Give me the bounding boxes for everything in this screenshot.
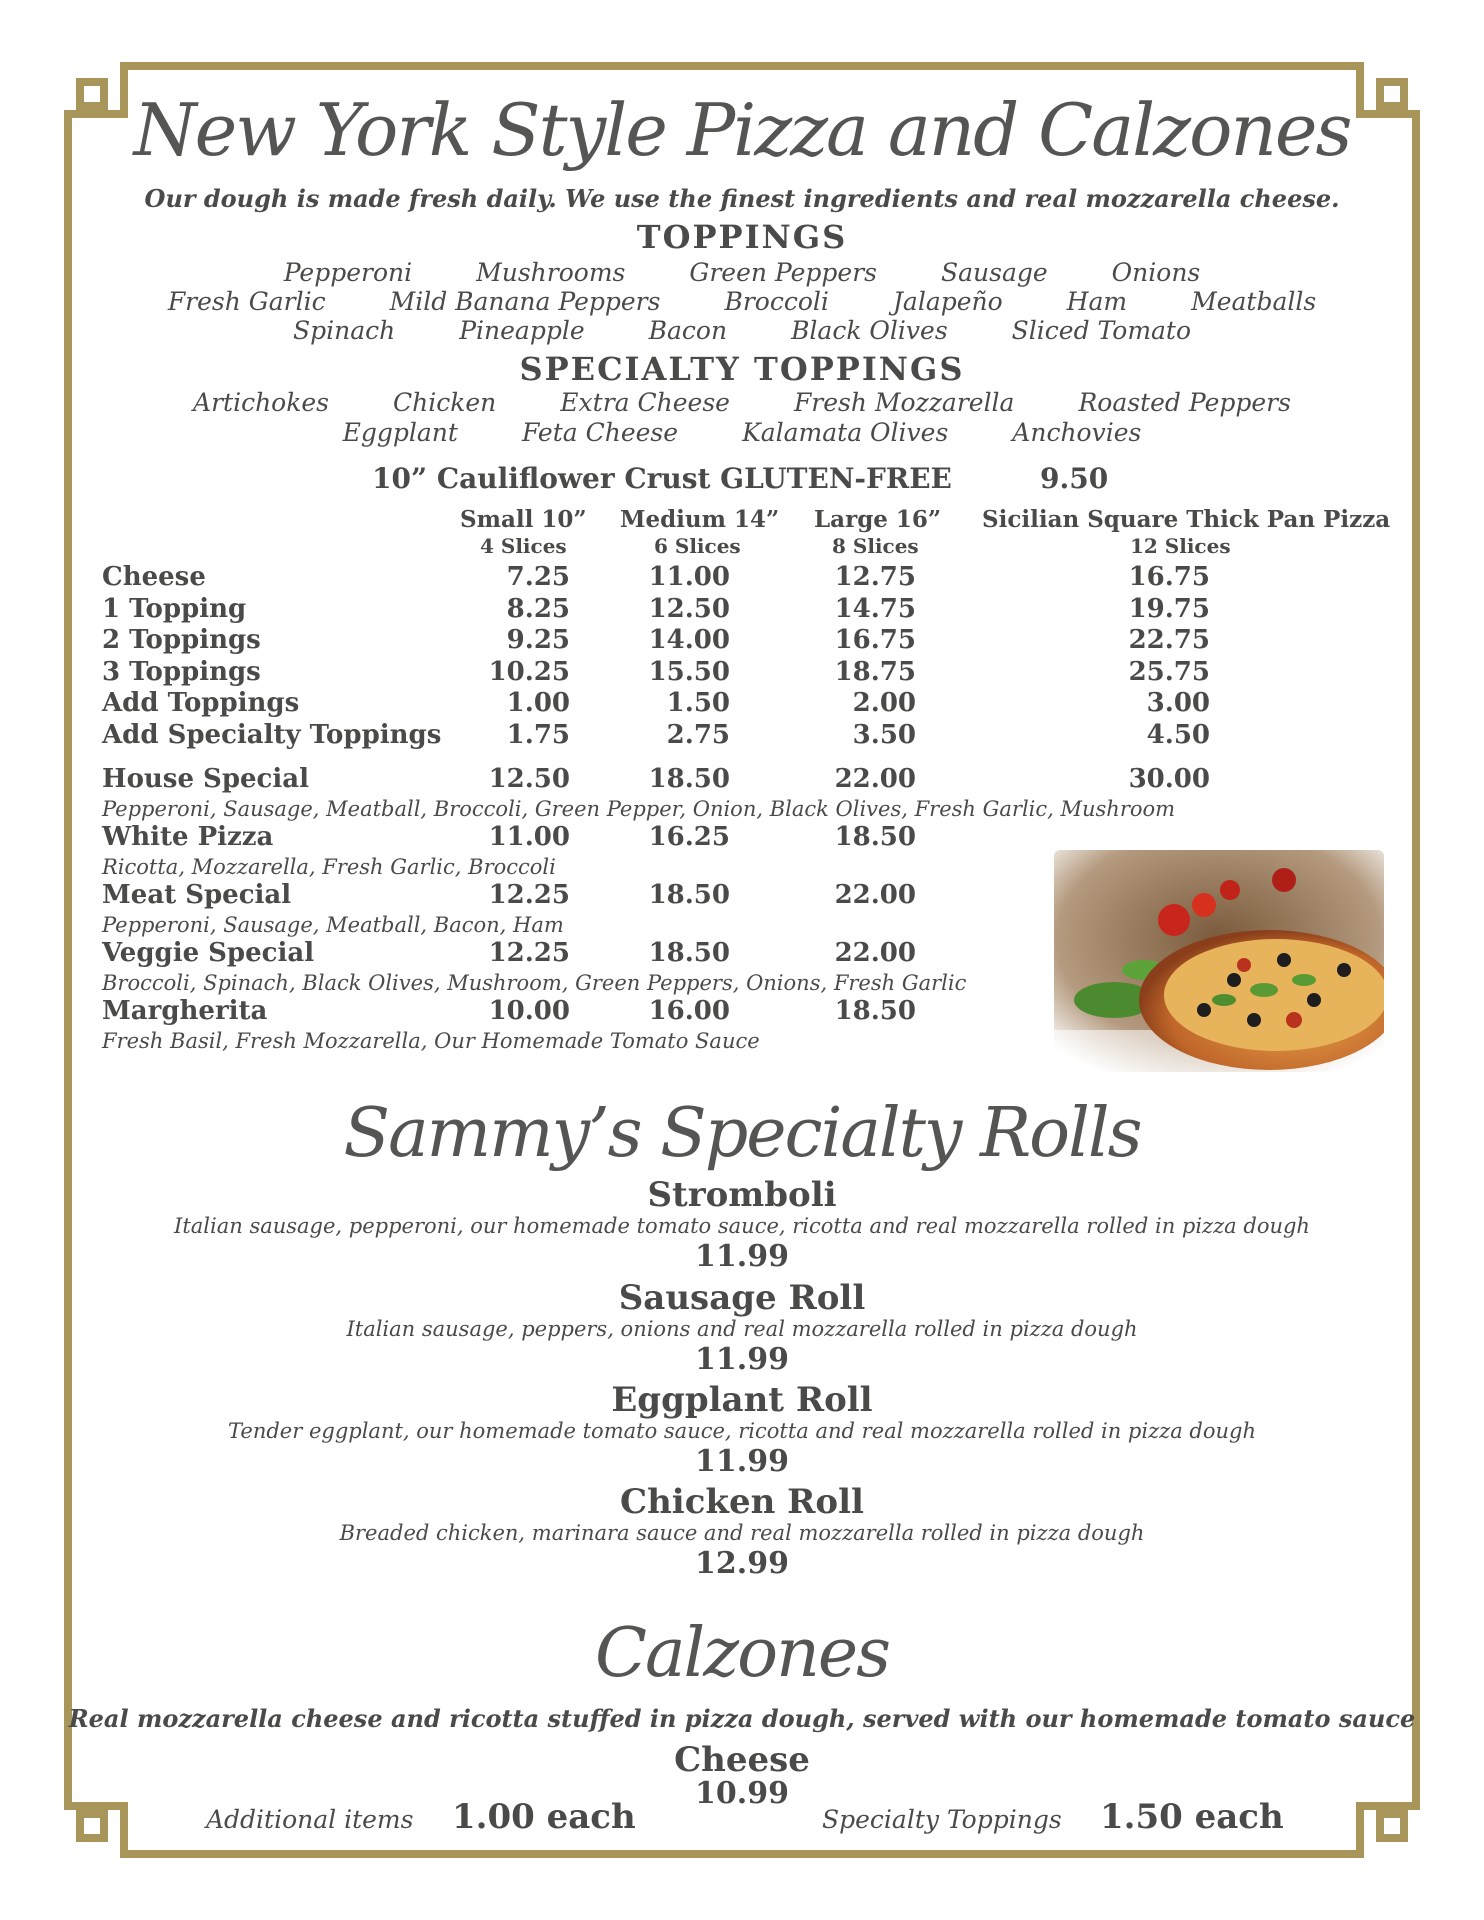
price-medium: 15.50 <box>648 657 730 687</box>
col-medium-size: Medium 14” <box>620 506 780 533</box>
price-large: 16.75 <box>834 625 916 655</box>
price-sicilian: 16.75 <box>1128 562 1210 592</box>
calzones-title: Calzones <box>594 1614 890 1693</box>
price-small: 12.50 <box>488 764 570 794</box>
price-sicilian: 22.75 <box>1128 625 1210 655</box>
specialty-topping-item: Chicken <box>393 388 497 417</box>
price-small: 1.00 <box>506 688 570 718</box>
price-sicilian: 25.75 <box>1128 657 1210 687</box>
col-small-size: Small 10” <box>460 506 587 533</box>
price-medium: 18.50 <box>648 880 730 910</box>
col-sicilian-slices: 12 Slices <box>1130 534 1231 558</box>
roll-desc: Italian sausage, peppers, onions and real mozzarella rolled in pizza dough <box>346 1317 1138 1341</box>
special-desc: Broccoli, Spinach, Black Olives, Mushroom, Green Peppers, Onions, Fresh Garlic <box>102 971 967 995</box>
price-large: 22.00 <box>834 880 916 910</box>
menu-title: New York Style Pizza and Calzones <box>133 88 1351 172</box>
price-small: 9.25 <box>506 625 570 655</box>
specialty-topping-item: Extra Cheese <box>560 388 730 417</box>
price-sicilian: 3.00 <box>1146 688 1210 718</box>
topping-item: Sausage <box>941 258 1048 287</box>
roll-price: 11.99 <box>695 1239 789 1274</box>
price-sicilian: 19.75 <box>1128 594 1210 624</box>
col-large-size: Large 16” <box>814 506 942 533</box>
price-medium: 14.00 <box>648 625 730 655</box>
price-medium: 11.00 <box>648 562 730 592</box>
col-medium-slices: 6 Slices <box>654 534 741 558</box>
price-sicilian: 4.50 <box>1146 720 1210 750</box>
special-desc: Pepperoni, Sausage, Meatball, Broccoli, Green Pepper, Onion, Black Olives, Fresh Garlic, Mushroom <box>102 797 1176 821</box>
price-large: 18.75 <box>834 657 916 687</box>
specialty-topping-item: Kalamata Olives <box>742 418 949 447</box>
specialty-topping-item: Feta Cheese <box>521 418 679 447</box>
topping-item: Ham <box>1066 287 1128 316</box>
specialty-toppings-heading: SPECIALTY TOPPINGS <box>519 350 965 388</box>
price-large: 22.00 <box>834 764 916 794</box>
row-name: 1 Topping <box>102 594 247 624</box>
topping-item: Mild Banana Peppers <box>389 287 661 316</box>
topping-item: Meatballs <box>1191 287 1317 316</box>
calzones-desc: Real mozzarella cheese and ricotta stuffed in pizza dough, served with our homemade tomato sauce <box>68 1704 1416 1733</box>
price-medium: 2.75 <box>666 720 730 750</box>
row-name: 3 Toppings <box>102 657 261 687</box>
roll-desc: Italian sausage, pepperoni, our homemade tomato sauce, ricotta and real mozzarella rolled in pizza dough <box>174 1214 1310 1238</box>
roll-desc: Breaded chicken, marinara sauce and real mozzarella rolled in pizza dough <box>339 1521 1145 1545</box>
rolls-title: Sammy’s Specialty Rolls <box>343 1094 1141 1173</box>
toppings-heading: TOPPINGS <box>636 218 848 256</box>
topping-item: Fresh Garlic <box>167 287 326 316</box>
topping-item: Black Olives <box>791 316 948 345</box>
topping-item: Pepperoni <box>283 258 413 287</box>
pizza-photo <box>1054 850 1384 1072</box>
price-small: 10.00 <box>488 996 570 1026</box>
price-medium: 18.50 <box>648 764 730 794</box>
price-large: 3.50 <box>852 720 916 750</box>
topping-item: Bacon <box>648 316 728 345</box>
price-sicilian: 30.00 <box>1128 764 1210 794</box>
price-small: 8.25 <box>506 594 570 624</box>
topping-item: Pineapple <box>459 316 585 345</box>
roll-desc: Tender eggplant, our homemade tomato sauce, ricotta and real mozzarella rolled in pizza dough <box>228 1419 1256 1443</box>
price-medium: 1.50 <box>666 688 730 718</box>
specialty-toppings-price: 1.50 each <box>1100 1797 1284 1837</box>
specialty-toppings-list <box>0 388 1484 448</box>
price-large: 18.50 <box>834 996 916 1026</box>
pizza-illustration <box>1054 850 1384 1072</box>
price-small: 7.25 <box>506 562 570 592</box>
additional-items-label: Additional items <box>206 1805 414 1834</box>
topping-item: Sliced Tomato <box>1011 316 1192 345</box>
special-name: Meat Special <box>102 880 292 910</box>
price-small: 12.25 <box>488 880 570 910</box>
price-small: 10.25 <box>488 657 570 687</box>
row-name: Add Specialty Toppings <box>102 720 442 750</box>
specialty-topping-item: Eggplant <box>342 418 458 447</box>
calzone-item: Cheese <box>674 1740 810 1780</box>
specialty-topping-item: Artichokes <box>193 388 330 417</box>
roll-name: Stromboli <box>647 1175 837 1215</box>
price-large: 14.75 <box>834 594 916 624</box>
gluten-free-label: 10” Cauliflower Crust GLUTEN-FREE <box>372 462 952 495</box>
price-medium: 16.25 <box>648 822 730 852</box>
roll-name: Sausage Roll <box>618 1278 866 1318</box>
roll-name: Chicken Roll <box>620 1482 864 1522</box>
special-name: Veggie Special <box>102 938 315 968</box>
calzone-price: 10.99 <box>695 1776 789 1811</box>
roll-price: 11.99 <box>695 1444 789 1479</box>
special-name: House Special <box>102 764 309 794</box>
roll-price: 11.99 <box>695 1342 789 1377</box>
specialty-topping-item: Fresh Mozzarella <box>793 388 1015 417</box>
topping-item: Jalapeño <box>892 287 1003 316</box>
special-desc: Ricotta, Mozzarella, Fresh Garlic, Broccoli <box>102 855 556 879</box>
price-small: 1.75 <box>506 720 570 750</box>
topping-item: Broccoli <box>724 287 829 316</box>
special-desc: Pepperoni, Sausage, Meatball, Bacon, Ham <box>102 913 564 937</box>
topping-item: Green Peppers <box>689 258 877 287</box>
col-sicilian-size: Sicilian Square Thick Pan Pizza <box>982 506 1391 533</box>
price-large: 2.00 <box>852 688 916 718</box>
price-medium: 18.50 <box>648 938 730 968</box>
topping-item: Mushrooms <box>476 258 626 287</box>
col-large-slices: 8 Slices <box>832 534 919 558</box>
topping-item: Onions <box>1111 258 1201 287</box>
row-name: Add Toppings <box>102 688 300 718</box>
specialty-toppings-label: Specialty Toppings <box>822 1805 1062 1834</box>
row-name: 2 Toppings <box>102 625 261 655</box>
special-name: White Pizza <box>102 822 274 852</box>
col-small-slices: 4 Slices <box>480 534 567 558</box>
tagline: Our dough is made fresh daily. We use the finest ingredients and real mozzarella cheese. <box>144 184 1340 213</box>
additional-items-price: 1.00 each <box>452 1797 636 1837</box>
specialty-topping-item: Anchovies <box>1012 418 1142 447</box>
special-name: Margherita <box>102 996 268 1026</box>
topping-item: Spinach <box>292 316 396 345</box>
special-desc: Fresh Basil, Fresh Mozzarella, Our Homemade Tomato Sauce <box>102 1029 760 1053</box>
roll-name: Eggplant Roll <box>611 1380 873 1420</box>
row-name: Cheese <box>102 562 206 592</box>
price-large: 22.00 <box>834 938 916 968</box>
price-large: 12.75 <box>834 562 916 592</box>
price-medium: 16.00 <box>648 996 730 1026</box>
price-small: 12.25 <box>488 938 570 968</box>
specialty-topping-item: Roasted Peppers <box>1078 388 1291 417</box>
toppings-list <box>0 258 1484 345</box>
gluten-free-price: 9.50 <box>1040 462 1109 495</box>
price-medium: 12.50 <box>648 594 730 624</box>
price-small: 11.00 <box>488 822 570 852</box>
roll-price: 12.99 <box>695 1546 789 1581</box>
price-large: 18.50 <box>834 822 916 852</box>
